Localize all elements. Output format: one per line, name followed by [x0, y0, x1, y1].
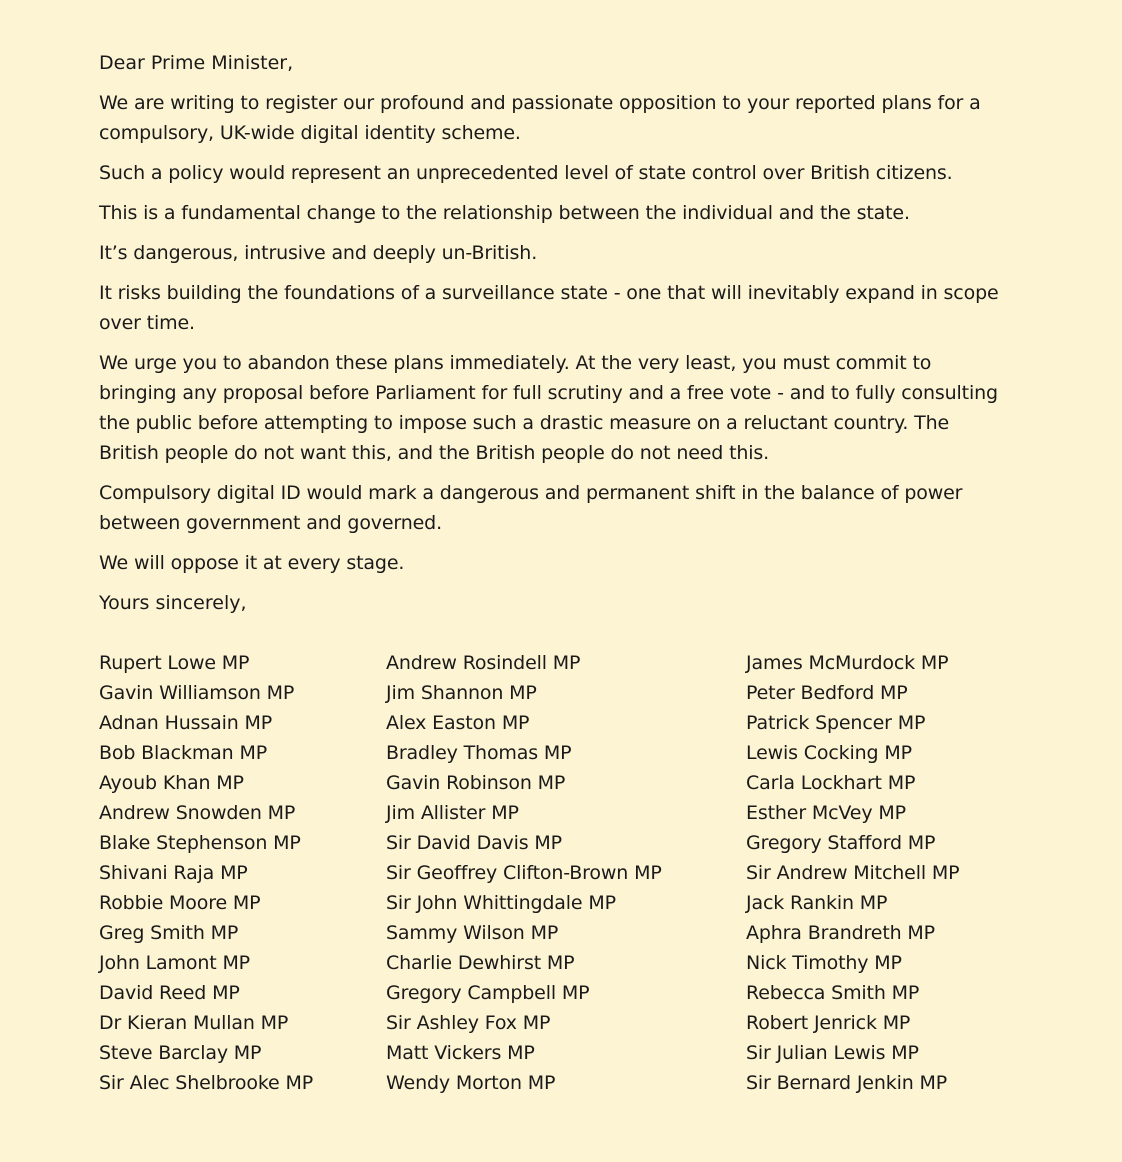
signatories [0, 648, 1122, 1108]
signatory-name: Rupert Lowe MP [99, 652, 250, 674]
letter-body [99, 88, 1009, 588]
signatory-name: Sir Bernard Jenkin MP [746, 1072, 948, 1094]
signatory-column-1 [99, 648, 313, 1098]
signatory-name: Sir John Whittingdale MP [386, 892, 616, 914]
salutation: Dear Prime Minister, [99, 52, 294, 74]
signatory-name: Sir David Davis MP [386, 832, 562, 854]
signatory-name: Sir Alec Shelbrooke MP [99, 1072, 314, 1094]
signatory-name: Esther McVey MP [746, 802, 906, 824]
signatory-name: Lewis Cocking MP [746, 742, 912, 764]
signatory-name: Jim Allister MP [386, 802, 519, 824]
signatory-name: Shivani Raja MP [99, 862, 248, 884]
signatory-name: Charlie Dewhirst MP [386, 952, 575, 974]
signatory-name: Sir Andrew Mitchell MP [746, 862, 960, 884]
signatory-name: Sir Julian Lewis MP [746, 1042, 919, 1064]
signatory-name: Blake Stephenson MP [99, 832, 301, 854]
signatory-name: Sammy Wilson MP [386, 922, 559, 944]
paragraph: We urge you to abandon these plans immediately. At the very least, you must commit to bringing any proposal before Parliament for full scrutiny and a free vote - and to fully consulting the public before attempting to impose such a drastic measure on a reluctant country. The British people do not want this, and the British people do not need this. [99, 352, 998, 464]
paragraph: Compulsory digital ID would mark a dangerous and permanent shift in the balance of power between government and governed. [99, 482, 963, 534]
signatory-name: Aphra Brandreth MP [746, 922, 935, 944]
signatory-name: Gregory Stafford MP [746, 832, 936, 854]
paragraph: We will oppose it at every stage. [99, 552, 405, 574]
signatory-name: Greg Smith MP [99, 922, 239, 944]
signatory-name: Jack Rankin MP [746, 892, 888, 914]
signatory-name: Adnan Hussain MP [99, 712, 273, 734]
signatory-name: Andrew Rosindell MP [386, 652, 581, 674]
signatory-name: Jim Shannon MP [386, 682, 537, 704]
signatory-name: Dr Kieran Mullan MP [99, 1012, 289, 1034]
signatory-name: Bradley Thomas MP [386, 742, 572, 764]
signatory-name: Gavin Robinson MP [386, 772, 566, 794]
signatory-name: Sir Ashley Fox MP [386, 1012, 551, 1034]
paragraph: Such a policy would represent an unprecedented level of state control over British citizens. [99, 162, 953, 184]
signatory-name: David Reed MP [99, 982, 240, 1004]
signatory-name: Rebecca Smith MP [746, 982, 920, 1004]
signatory-name: Robbie Moore MP [99, 892, 261, 914]
signatory-name: Alex Easton MP [386, 712, 530, 734]
signatory-name: Matt Vickers MP [386, 1042, 535, 1064]
signatory-name: Patrick Spencer MP [746, 712, 926, 734]
signatory-name: Andrew Snowden MP [99, 802, 296, 824]
signatory-name: Nick Timothy MP [746, 952, 902, 974]
paragraph: It’s dangerous, intrusive and deeply un-British. [99, 242, 538, 264]
signatory-name: Gregory Campbell MP [386, 982, 590, 1004]
signatory-name: Bob Blackman MP [99, 742, 267, 764]
paragraph: This is a fundamental change to the relationship between the individual and the state. [99, 202, 910, 224]
signatory-column-2 [386, 648, 662, 1098]
closing: Yours sincerely, [99, 592, 247, 614]
signatory-name: Steve Barclay MP [99, 1042, 262, 1064]
signatory-name: James McMurdock MP [746, 652, 949, 674]
signatory-name: Wendy Morton MP [386, 1072, 556, 1094]
signatory-name: Peter Bedford MP [746, 682, 908, 704]
paragraph: We are writing to register our profound and passionate opposition to your reported plans for a compulsory, UK-wide digital identity scheme. [99, 92, 981, 144]
signatory-column-3 [746, 648, 959, 1098]
signatory-name: Ayoub Khan MP [99, 772, 244, 794]
signatory-name: John Lamont MP [99, 952, 250, 974]
signatory-name: Robert Jenrick MP [746, 1012, 911, 1034]
signatory-name: Sir Geoffrey Clifton-Brown MP [386, 862, 662, 884]
signatory-name: Carla Lockhart MP [746, 772, 916, 794]
signatory-name: Gavin Williamson MP [99, 682, 295, 704]
paragraph: It risks building the foundations of a surveillance state - one that will inevitably expand in scope over time. [99, 282, 999, 334]
